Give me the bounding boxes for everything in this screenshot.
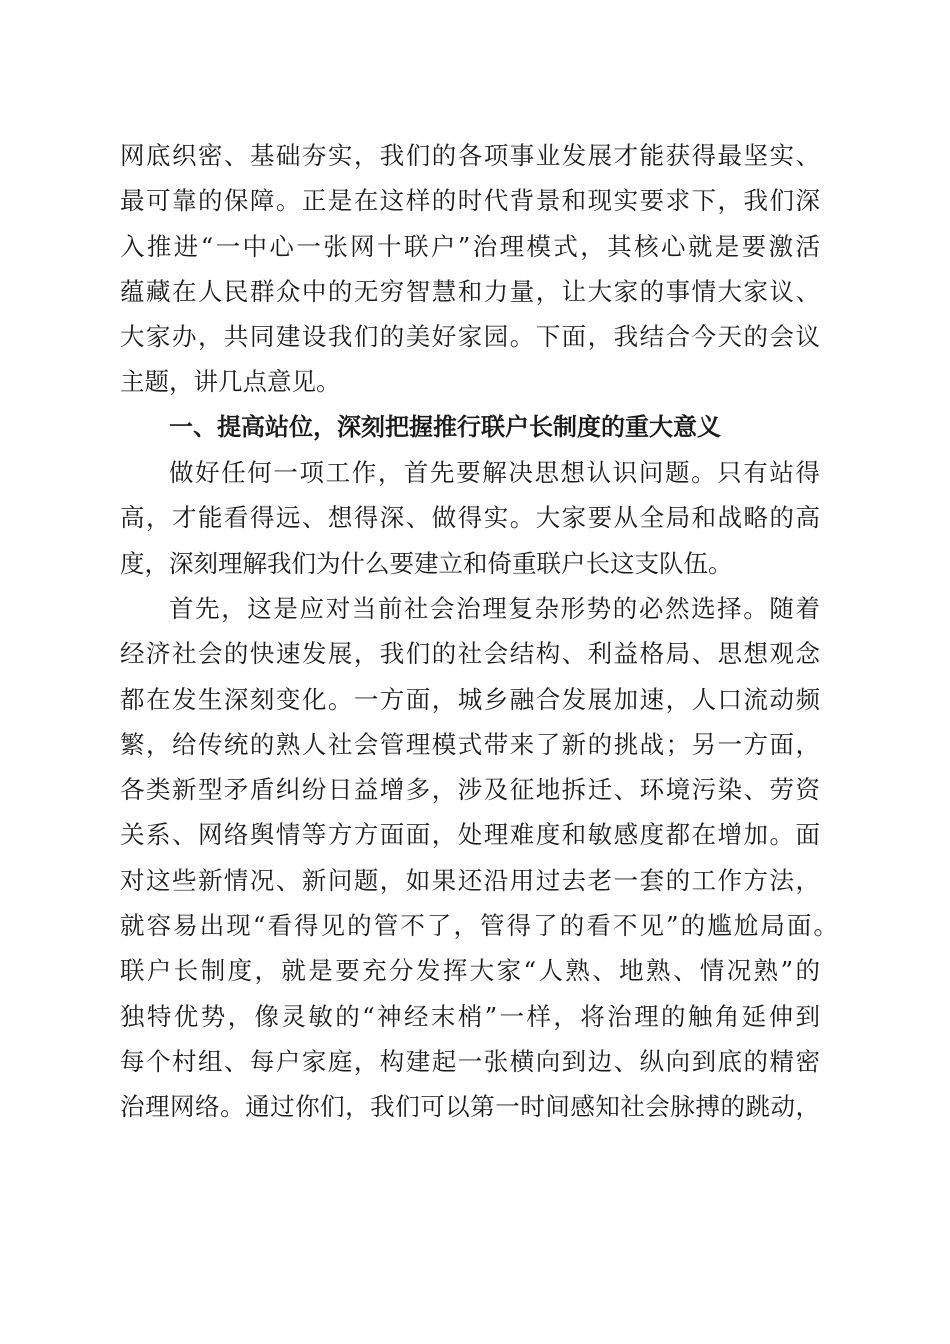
text-line: 做好任何一项工作，首先要解决思想认识问题。只有站得 xyxy=(169,458,820,488)
text-line: 入推进“一中心一张网十联户”治理模式，其核心就是要激活 xyxy=(120,231,820,261)
paragraph-1 xyxy=(120,133,840,405)
paragraph-2 xyxy=(120,450,840,586)
text-line: 大家办，共同建设我们的美好家园。下面，我结合今天的会议 xyxy=(120,322,820,352)
text-line: 独特优势，像灵敏的“神经末梢”一样，将治理的触角延伸到 xyxy=(120,1001,820,1031)
text-line: 网底织密、基础夯实，我们的各项事业发展才能获得最坚实、 xyxy=(120,141,820,170)
text-line: 都在发生深刻变化。一方面，城乡融合发展加速，人口流动频 xyxy=(120,684,820,714)
text-line: 最可靠的保障。正是在这样的时代背景和现实要求下，我们深 xyxy=(120,186,820,216)
text-line: 关系、网络舆情等方方面面，处理难度和敏感度都在增加。面 xyxy=(120,820,820,850)
text-line: 经济社会的快速发展，我们的社会结构、利益格局、思想观念 xyxy=(120,639,820,669)
document-body xyxy=(120,133,840,1130)
text-line: 蕴藏在人民群众中的无穷智慧和力量，让大家的事情大家议、 xyxy=(120,276,820,306)
text-line: 繁，给传统的熟人社会管理模式带来了新的挑战；另一方面， xyxy=(120,729,820,759)
text-line: 就容易出现“看得见的管不了，管得了的看不见”的尴尬局面。 xyxy=(120,911,838,941)
text-line: 各类新型矛盾纠纷日益增多，涉及征地拆迁、环境污染、劳资 xyxy=(120,775,820,805)
text-line: 主题，讲几点意见。 xyxy=(120,367,341,397)
text-line: 联户长制度，就是要充分发挥大家“人熟、地熟、情况熟”的 xyxy=(120,956,820,986)
text-line: 治理网络。通过你们，我们可以第一时间感知社会脉搏的跳动， xyxy=(120,1092,820,1122)
text-line: 首先，这是应对当前社会治理复杂形势的必然选择。随着 xyxy=(169,593,820,623)
text-line: 每个村组、每户家庭，构建起一张横向到边、纵向到底的精密 xyxy=(120,1046,820,1076)
section-heading: 一、提高站位，深刻把握推行联户长制度的重大意义 xyxy=(169,412,721,441)
paragraph-3 xyxy=(120,586,840,1130)
text-line: 度，深刻理解我们为什么要建立和倚重联户长这支队伍。 xyxy=(120,548,733,578)
text-line: 对这些新情况、新问题，如果还沿用过去老一套的工作方法， xyxy=(120,865,820,895)
text-line: 高，才能看得远、想得深、做得实。大家要从全局和战略的高 xyxy=(120,503,820,533)
